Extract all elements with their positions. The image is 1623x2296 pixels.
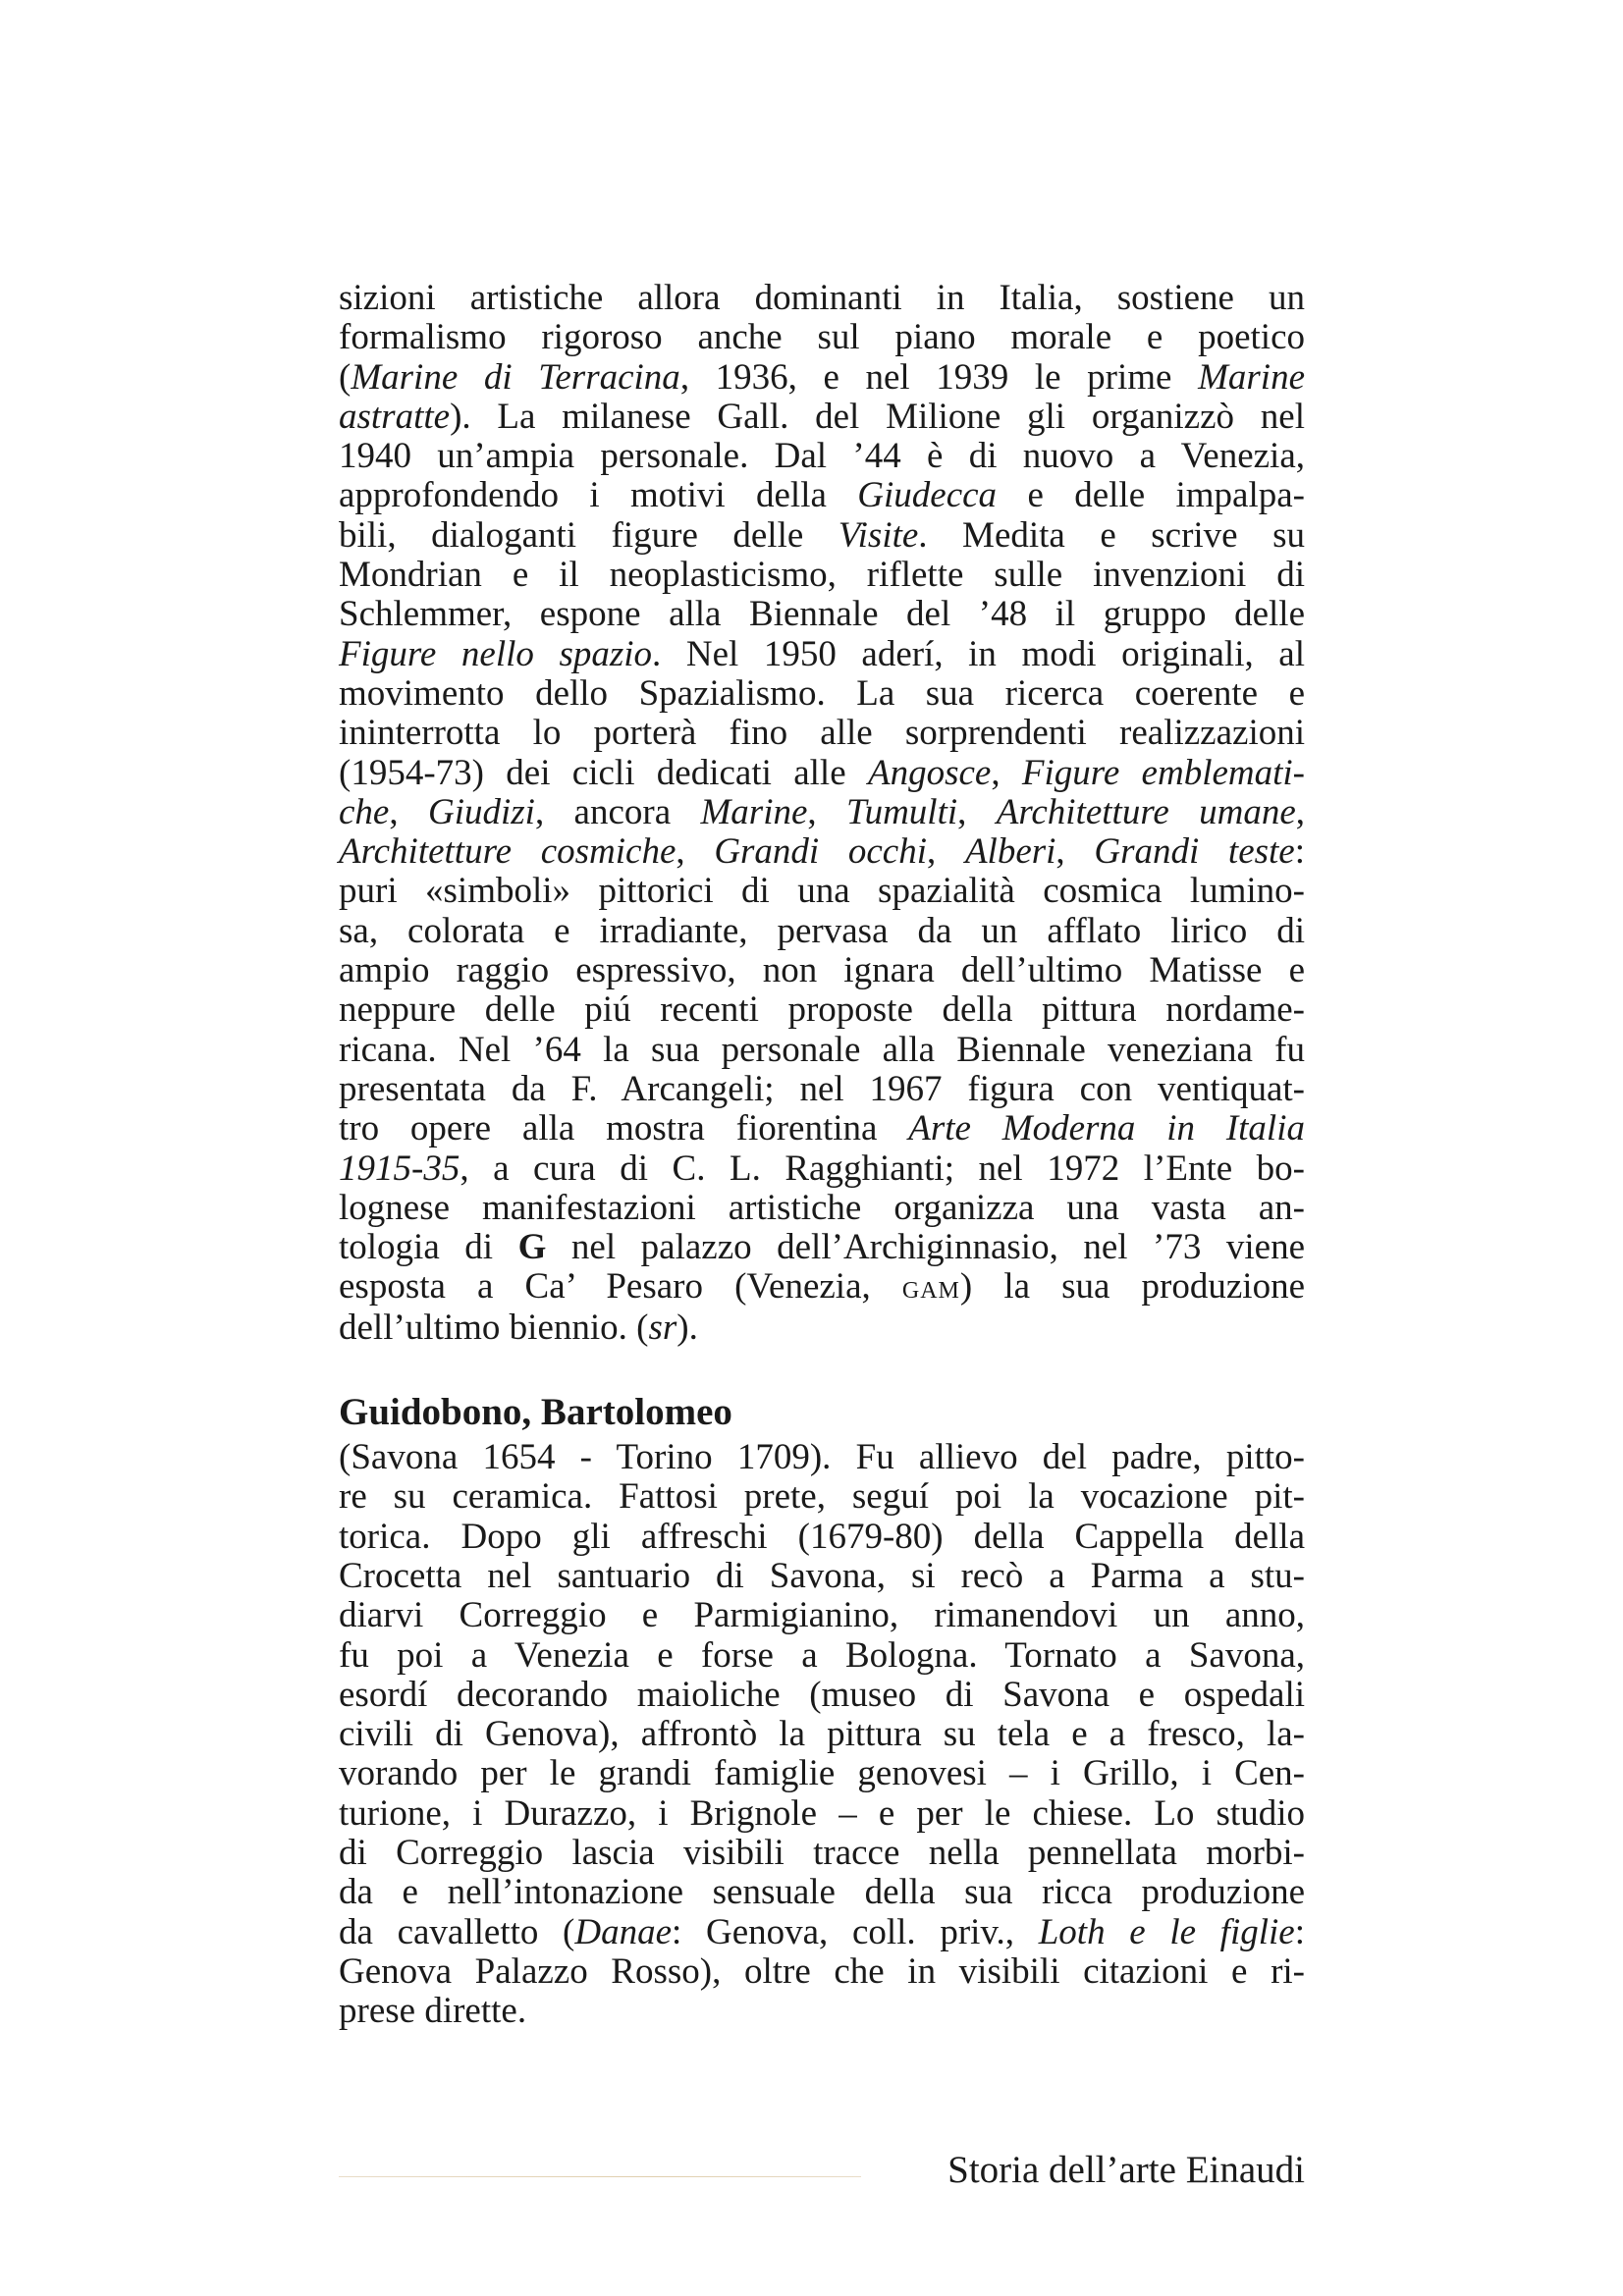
artwork-title: Danae xyxy=(574,1911,673,1952)
text-line: ininterrotta lo porterà fino alle sorprendenti realizzazioni xyxy=(339,713,1305,754)
artwork-title: 1915-35 xyxy=(339,1148,460,1189)
text-line: bili, dialoganti figure delle Visite. Medita e scrive su xyxy=(339,514,1305,556)
text-line: re su ceramica. Fattosi prete, seguí poi la vocazione pit- xyxy=(339,1476,1305,1518)
text-line: Schlemmer, espone alla Biennale del ’48 il gruppo delle xyxy=(339,594,1305,635)
text-line: tro opere alla mostra fiorentina Arte Moderna in Italia xyxy=(339,1108,1305,1149)
text-line: (Savona 1654 - Torino 1709). Fu allievo del padre, pitto- xyxy=(339,1437,1305,1478)
entry-continuation-paragraph xyxy=(339,279,1305,1348)
entry-body-paragraph xyxy=(339,1438,1305,2031)
text-line: lognese manifestazioni artistiche organizza una vasta an- xyxy=(339,1187,1305,1228)
artwork-title: Arte Moderna in Italia xyxy=(908,1108,1305,1149)
text-line: che, Giudizi, ancora Marine, Tumulti, Architetture umane, xyxy=(339,791,1306,832)
artwork-title: Giudizi xyxy=(427,791,535,832)
artwork-title: Figure nello spazio xyxy=(339,633,653,674)
text-line: vorando per le grandi famiglie genovesi – i Grillo, i Cen- xyxy=(339,1753,1305,1794)
artwork-title: Figure emblemati- xyxy=(1021,752,1306,793)
text-line: (Marine di Terracina, 1936, e nel 1939 le prime Marine xyxy=(339,356,1305,398)
text-line: esposta a Ca’ Pesaro (Venezia, gam) la sua produzione xyxy=(339,1266,1306,1308)
artwork-title: Alberi xyxy=(964,831,1056,873)
artwork-title: Marine di Terracina xyxy=(351,356,680,398)
text-line: da e nell’intonazione sensuale della sua ricca produzione xyxy=(339,1872,1305,1913)
text-line: tologia di G nel palazzo dell’Archiginnasio, nel ’73 viene xyxy=(339,1227,1306,1268)
text-line: civili di Genova), affrontò la pittura su tela e a fresco, la- xyxy=(339,1714,1305,1755)
text-line: fu poi a Venezia e forse a Bologna. Tornato a Savona, xyxy=(339,1634,1305,1676)
artwork-title: Marine xyxy=(1198,356,1305,398)
text-line: da cavalletto (Danae: Genova, coll. priv., Loth e le figlie: xyxy=(339,1911,1306,1952)
text-column xyxy=(339,279,1305,2031)
artwork-title: Architetture cosmiche xyxy=(339,831,676,873)
author-initials: sr xyxy=(648,1307,677,1348)
text-line: 1915-35, a cura di C. L. Ragghianti; nel 1972 l’Ente bo- xyxy=(339,1148,1305,1189)
text-line: presentata da F. Arcangeli; nel 1967 figura con ventiquat- xyxy=(339,1068,1305,1109)
text-line: approfondendo i motivi della Giudecca e delle impalpa- xyxy=(339,475,1306,516)
text-line: dell’ultimo biennio. (sr). xyxy=(339,1307,698,1348)
artwork-title: astratte xyxy=(339,396,451,437)
text-line: torica. Dopo gli affreschi (1679-80) della Cappella della xyxy=(339,1516,1305,1557)
artwork-title: Angosce xyxy=(867,752,992,793)
artwork-title: che xyxy=(339,791,390,832)
text-line: (1954-73) dei cicli dedicati alle Angosce, Figure emblemati- xyxy=(339,752,1306,793)
text-line: Architetture cosmiche, Grandi occhi, Alberi, Grandi teste: xyxy=(339,831,1305,873)
text-line: neppure delle piú recenti proposte della pittura nordame- xyxy=(339,989,1305,1031)
text-line: esordí decorando maioliche (museo di Savona e ospedali xyxy=(339,1674,1305,1715)
entry-title: Guidobono, Bartolomeo xyxy=(339,1391,732,1434)
artwork-title: Marine xyxy=(700,791,808,832)
text-line: prese dirette. xyxy=(339,1991,527,2032)
text-line: ampio raggio espressivo, non ignara dell’ultimo Matisse e xyxy=(339,950,1305,991)
text-line: puri «simboli» pittorici di una spazialità cosmica lumino- xyxy=(339,871,1305,912)
text-line: turione, i Durazzo, i Brignole – e per le chiese. Lo studio xyxy=(339,1792,1305,1834)
text-line: di Correggio lascia visibili tracce nella pennellata morbi- xyxy=(339,1832,1305,1873)
text-line: astratte). La milanese Gall. del Milione gli organizzò nel xyxy=(339,396,1305,437)
text-line: Genova Palazzo Rosso), oltre che in visibili citazioni e ri- xyxy=(339,1950,1305,1992)
abbreviation: gam xyxy=(901,1269,960,1307)
artwork-title: Architetture umane xyxy=(996,791,1296,832)
page-footer xyxy=(339,2148,1305,2193)
text-line: 1940 un’ampia personale. Dal ’44 è di nuovo a Venezia, xyxy=(339,436,1305,477)
text-line: diarvi Correggio e Parmigianino, rimanendovi un anno, xyxy=(339,1595,1305,1636)
artwork-title: Grandi occhi xyxy=(714,831,928,873)
artwork-title: Tumulti xyxy=(846,791,958,832)
footer-publisher-text: Storia dell’arte Einaudi xyxy=(947,2149,1305,2191)
artwork-title: Loth e le figlie xyxy=(1038,1911,1295,1952)
text-line: Mondrian e il neoplasticismo, riflette sulle invenzioni di xyxy=(339,555,1305,596)
text-line: Figure nello spazio. Nel 1950 aderí, in modi originali, al xyxy=(339,633,1306,674)
artwork-title: Giudecca xyxy=(857,475,998,516)
text-line: formalismo rigoroso anche sul piano morale e poetico xyxy=(339,317,1305,358)
artwork-title: Grandi teste xyxy=(1094,831,1295,873)
footer-rule xyxy=(339,2176,861,2177)
text-line: sizioni artistiche allora dominanti in Italia, sostiene un xyxy=(339,278,1305,318)
artwork-title: Visite xyxy=(838,514,919,556)
text-line: Crocetta nel santuario di Savona, si recò a Parma a stu- xyxy=(339,1555,1305,1596)
text-line: sa, colorata e irradiante, pervasa da un afflato lirico di xyxy=(339,910,1305,951)
text-line: movimento dello Spazialismo. La sua ricerca coerente e xyxy=(339,672,1305,714)
text-line: ricana. Nel ’64 la sua personale alla Biennale veneziana fu xyxy=(339,1029,1305,1070)
entry-initial: G xyxy=(517,1227,547,1268)
